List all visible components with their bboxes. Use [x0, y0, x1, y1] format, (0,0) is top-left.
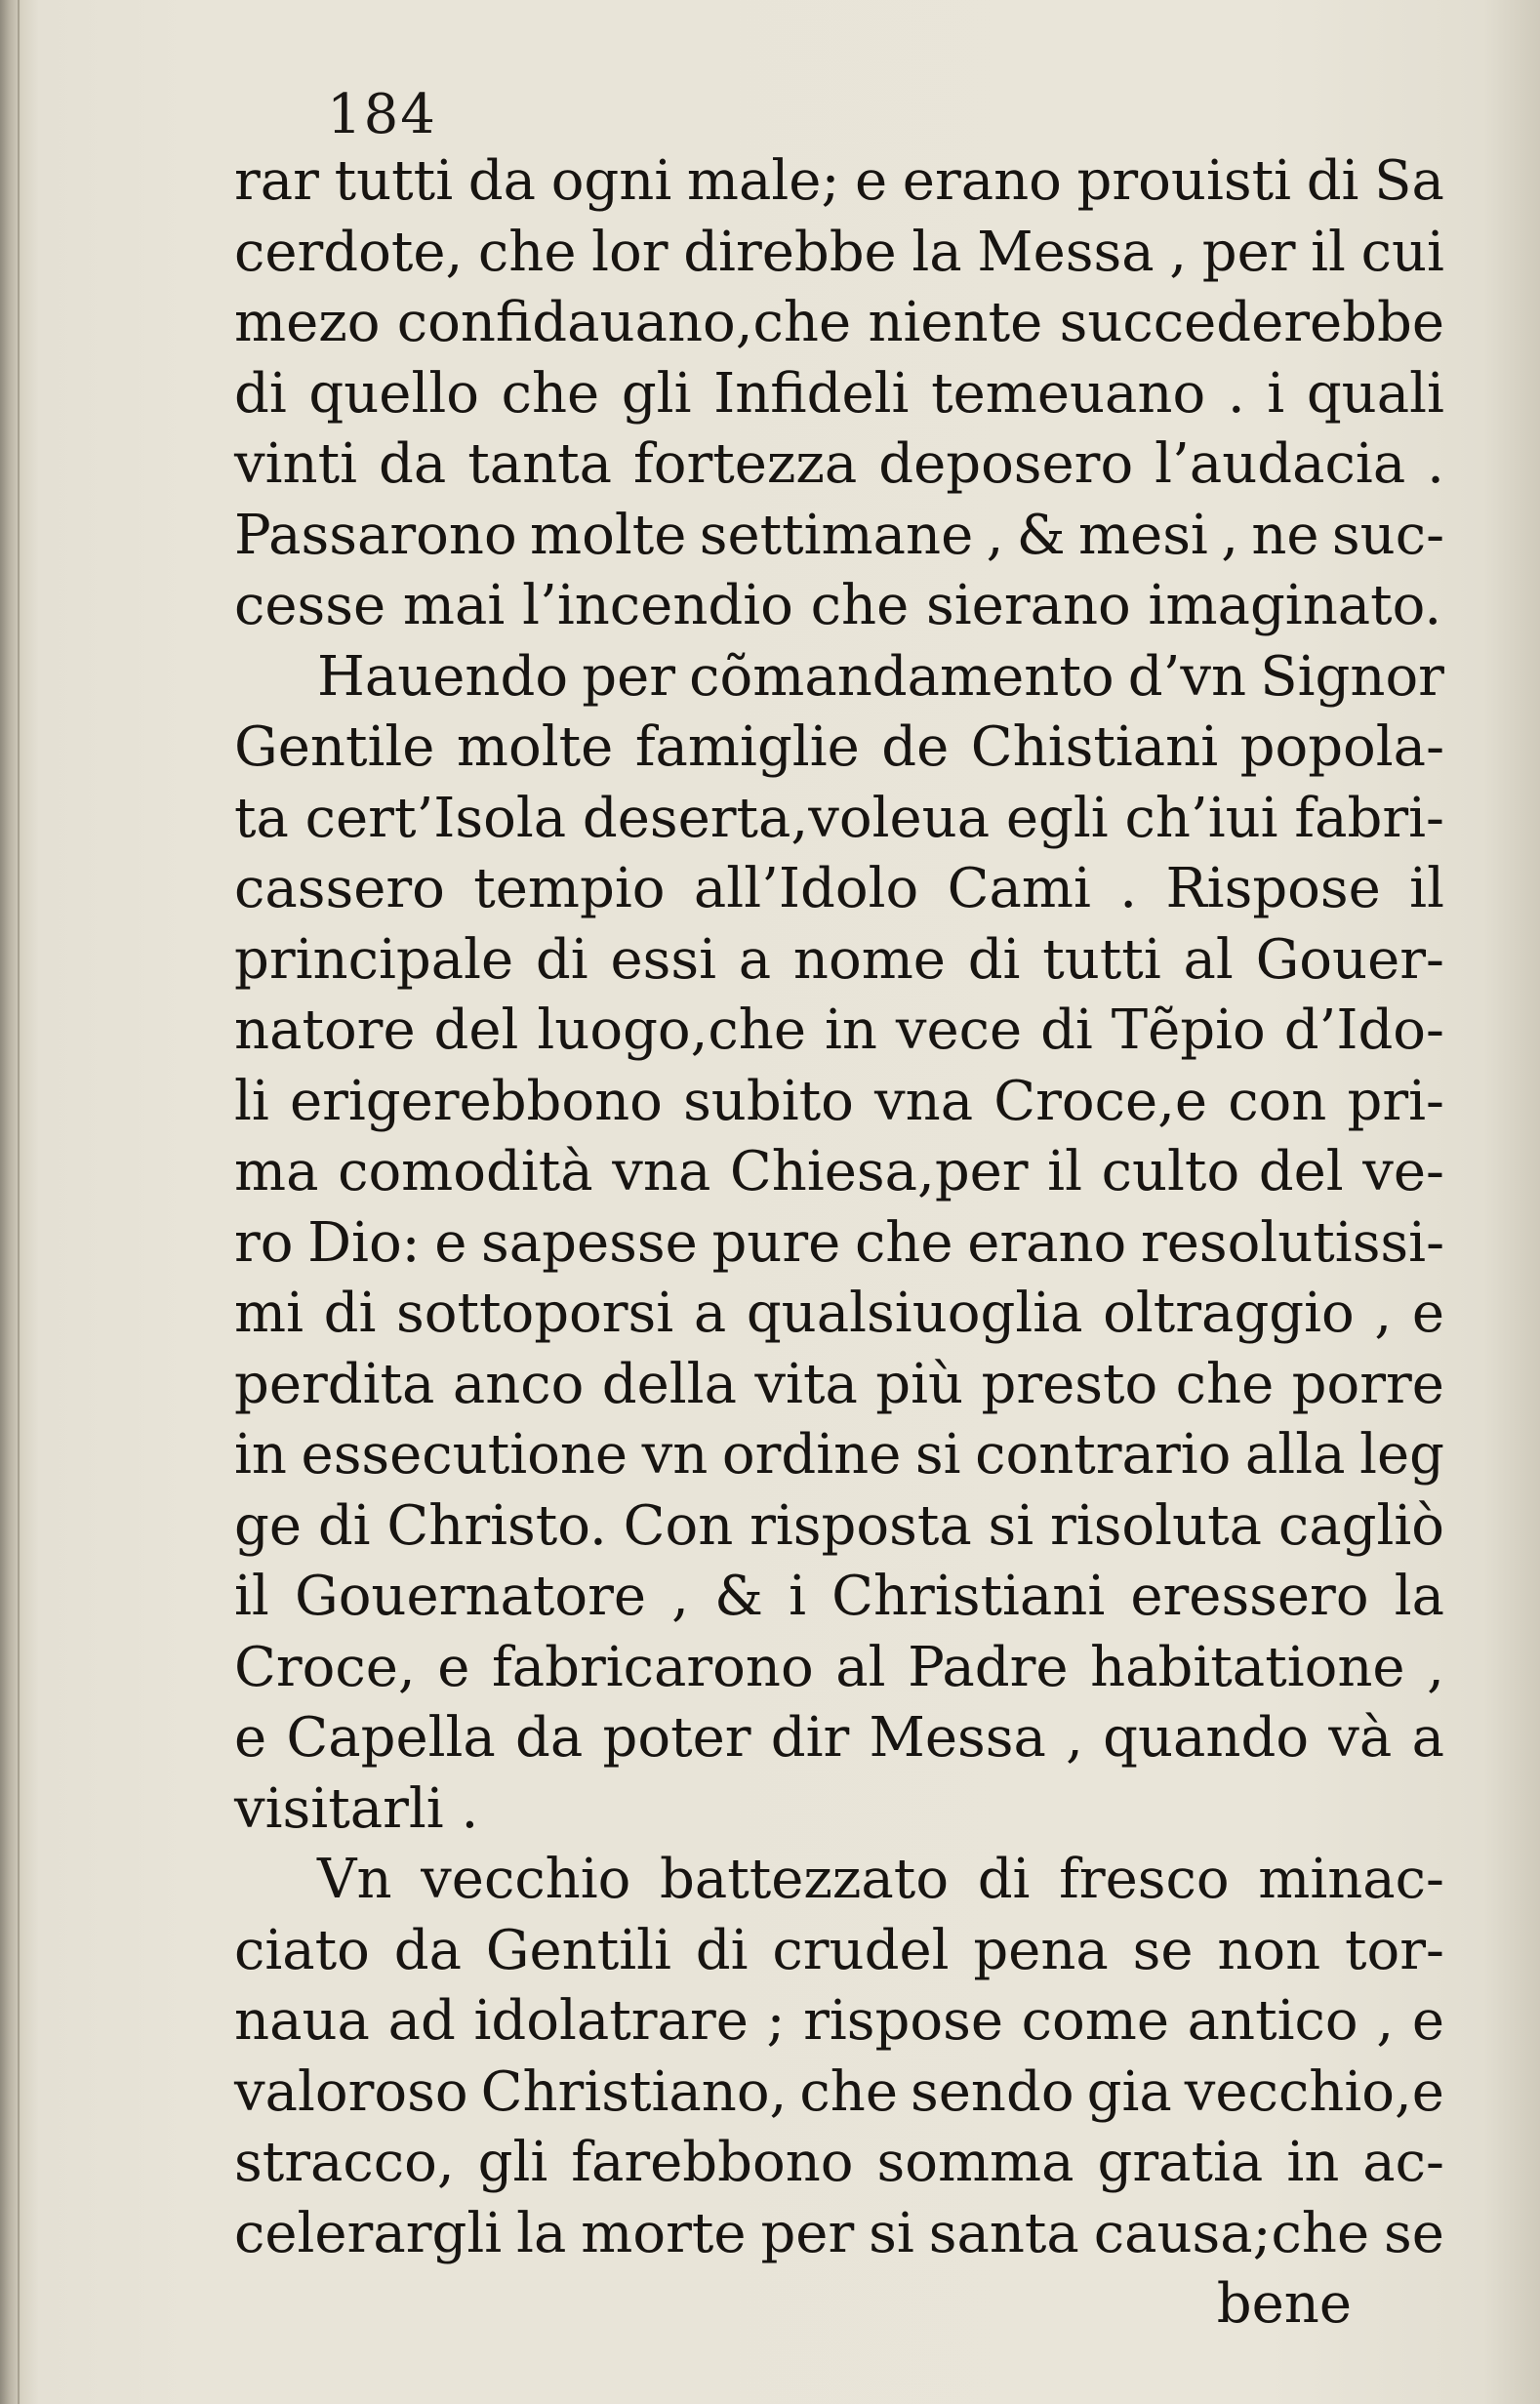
word: gli [621, 361, 692, 426]
word: ordine [721, 1423, 902, 1487]
word: da [379, 432, 447, 496]
text-line [234, 1562, 1444, 1633]
word: temeuano [931, 361, 1206, 426]
word: celerargli [234, 2201, 503, 2265]
word: vna [874, 1069, 974, 1133]
word: erano [967, 1210, 1127, 1275]
word: confidauano,che [396, 291, 852, 354]
word: somma [876, 2131, 1074, 2194]
text-line [234, 1703, 1444, 1774]
word: il [234, 1565, 269, 1628]
word: mi [234, 1282, 304, 1345]
word: fresco [1059, 1848, 1230, 1911]
word: minac- [1258, 1848, 1444, 1911]
word: la [912, 220, 962, 284]
word: leg [1359, 1423, 1444, 1487]
word: vinti [234, 432, 358, 496]
word: Hauendo [317, 644, 569, 709]
word: subito [683, 1069, 854, 1133]
word: Cami [947, 857, 1091, 920]
word: & [1016, 503, 1066, 567]
text-line [234, 2128, 1444, 2199]
word: presto [981, 1352, 1158, 1416]
word: mezo [234, 291, 381, 354]
word: male; [686, 149, 840, 213]
word: tempio [473, 857, 666, 920]
word: battezzato [660, 1848, 950, 1911]
word: di [977, 1848, 1031, 1911]
word: contrario [975, 1423, 1232, 1487]
word: tor- [1345, 1918, 1444, 1982]
word: tutti [334, 149, 454, 213]
text-line [234, 1350, 1444, 1421]
word: antico [1187, 1989, 1358, 2053]
word: della [601, 1352, 737, 1416]
word: di [323, 1282, 377, 1345]
word: egli [1005, 786, 1109, 850]
word: e [437, 1635, 470, 1699]
word: si [869, 2201, 914, 2265]
word: Gentile [234, 715, 435, 779]
word: Chiesa,per [729, 1140, 1029, 1203]
word: Vn [317, 1848, 392, 1911]
word: in [234, 1423, 287, 1487]
word: principale [234, 927, 514, 992]
word: ge [234, 1493, 302, 1558]
word: pena [973, 1918, 1109, 1982]
text-line: visitarli . [234, 1776, 479, 1841]
word: ciato [234, 1918, 370, 1982]
word: d’vn [1127, 644, 1247, 709]
word: erano [902, 149, 1062, 213]
word: si [988, 1493, 1034, 1558]
word: di [1040, 998, 1093, 1062]
word: cerdote, [234, 220, 464, 284]
word: rispose [803, 1989, 1003, 2053]
word: sottoporsi [396, 1282, 674, 1345]
text-line [234, 713, 1444, 784]
word: famiglie [634, 715, 860, 779]
word: comodità [338, 1140, 593, 1203]
word: si [914, 1423, 961, 1487]
word: se [1132, 1918, 1194, 1982]
word: gia [1086, 2059, 1172, 2124]
word: ch’iui [1124, 786, 1278, 850]
word: ta [234, 786, 289, 850]
word: di [234, 361, 287, 426]
word: pure [711, 1210, 841, 1275]
word: fabricarono [492, 1635, 814, 1699]
word: Sa [1374, 149, 1444, 213]
word: crudel [772, 1918, 950, 1982]
word: cagliò [1277, 1493, 1444, 1558]
word: più [875, 1352, 964, 1416]
word: Tẽpio [1111, 998, 1266, 1062]
word: che [1175, 1352, 1275, 1416]
text-line [234, 1279, 1444, 1350]
word: quando [1103, 1706, 1310, 1770]
word: cui [1360, 220, 1444, 284]
text-line [234, 1633, 1444, 1704]
word: Christiano, [480, 2059, 788, 2124]
text-line [234, 1916, 1444, 1987]
word: cassero [234, 857, 445, 920]
word: quali [1306, 361, 1444, 426]
word: in [824, 998, 877, 1062]
word: suc- [1331, 503, 1444, 567]
word: da [515, 1706, 584, 1770]
word: i [1267, 361, 1285, 426]
word: resolutissi- [1140, 1210, 1444, 1275]
word: a [693, 1282, 727, 1345]
word: i [789, 1565, 806, 1628]
word: poter [602, 1706, 751, 1770]
word: , [671, 1565, 689, 1628]
word: qualsiuoglia [746, 1282, 1083, 1345]
word: santa [928, 2201, 1079, 2265]
word: il [1047, 1140, 1082, 1203]
word: erigerebbono [289, 1069, 663, 1133]
word: per [582, 644, 675, 709]
word: ogni [550, 149, 672, 213]
word: Gentili [485, 1918, 671, 1982]
word: a [1411, 1706, 1444, 1770]
page-gutter [18, 0, 20, 2404]
word: perdita [234, 1352, 435, 1416]
word: prouisti [1076, 149, 1292, 213]
word: vece [895, 998, 1023, 1062]
text-line [234, 429, 1444, 501]
word: il [1409, 857, 1444, 920]
paragraph-start-line [234, 642, 1444, 713]
word: cert’Isola [304, 786, 567, 850]
text-line [234, 146, 1444, 218]
word: natore [234, 998, 416, 1062]
word: direbbe [683, 220, 897, 284]
word: e [234, 1706, 267, 1770]
word: vecchio [421, 1848, 631, 1911]
body-text [234, 146, 1444, 2341]
word: , [1427, 1635, 1444, 1699]
text-line [234, 288, 1444, 359]
word: ro [234, 1210, 294, 1275]
word: deserta,voleua [582, 786, 991, 850]
word: tutti [1042, 927, 1161, 992]
word: all’Idolo [693, 857, 919, 920]
word: , [1169, 220, 1188, 284]
text-line [234, 2058, 1444, 2129]
word: che [799, 2059, 898, 2124]
word: a [738, 927, 772, 992]
word: che [477, 220, 577, 284]
text-line [234, 359, 1444, 430]
word: ma [234, 1140, 319, 1203]
word: con [1228, 1069, 1327, 1133]
page-number: 184 [327, 83, 437, 146]
word: in [1286, 2131, 1340, 2194]
word: del [1258, 1140, 1344, 1203]
word: essi [610, 927, 716, 992]
word: quello [308, 361, 479, 426]
word: valoroso [234, 2059, 468, 2124]
word: fortezza [633, 432, 858, 496]
word: Chistiani [970, 715, 1219, 779]
text-line [234, 1491, 1444, 1563]
word: vecchio,e [1184, 2059, 1444, 2124]
word: succederebbe [1059, 291, 1444, 354]
word: deposero [878, 432, 1134, 496]
word: Con [623, 1493, 734, 1558]
word: da [393, 1918, 462, 1982]
word: e [1411, 1989, 1444, 2053]
word: e [1411, 1282, 1444, 1345]
word: di [695, 1918, 749, 1982]
word: cõmandamento [689, 644, 1114, 709]
word: stracco, [234, 2131, 455, 2194]
word: dir [770, 1706, 850, 1770]
word: , [1376, 1989, 1395, 2053]
word: vna [612, 1140, 711, 1203]
word: sapesse [481, 1210, 698, 1275]
paragraph-start-line [234, 1845, 1444, 1916]
word: d’Ido- [1283, 998, 1444, 1062]
word: Christo. [386, 1493, 607, 1558]
word: idolatrare [473, 1989, 749, 2053]
word: Signor [1260, 644, 1444, 709]
word: Messa [977, 220, 1155, 284]
text-line [234, 925, 1444, 997]
word: Gouernatore [294, 1565, 646, 1628]
word: causa;che [1093, 2201, 1370, 2265]
word: habitatione [1090, 1635, 1405, 1699]
word: e [854, 149, 888, 213]
word: lor [591, 220, 669, 284]
text-line [234, 1986, 1444, 2058]
word: Croce, [234, 1635, 416, 1699]
word: Christiani [831, 1565, 1106, 1628]
text-line [234, 218, 1444, 289]
word: che [501, 361, 600, 426]
word: oltraggio [1103, 1282, 1355, 1345]
word: sendo [911, 2059, 1074, 2124]
word: niente [868, 291, 1043, 354]
text-line [234, 501, 1444, 572]
word: la [1394, 1565, 1444, 1628]
word: Dio: [307, 1210, 421, 1275]
word: fabri- [1294, 786, 1444, 850]
word: da [467, 149, 537, 213]
word: ac- [1362, 2131, 1444, 2194]
word: popola- [1239, 715, 1444, 779]
word: porre [1291, 1352, 1444, 1416]
word: , [1374, 1282, 1393, 1345]
word: ; [766, 1989, 786, 2053]
word: . [1119, 857, 1138, 920]
word: vn [641, 1423, 709, 1487]
word: nome [792, 927, 946, 992]
word: di [1306, 149, 1359, 213]
word: Passarono [234, 503, 517, 567]
word: farebbono [571, 2131, 854, 2194]
word: come [1021, 1989, 1169, 2053]
word: Gouer- [1255, 927, 1444, 992]
text-line [234, 1137, 1444, 1208]
word: eressero [1130, 1565, 1369, 1628]
word: & [714, 1565, 763, 1628]
word: di [967, 927, 1021, 992]
word: al [1183, 927, 1234, 992]
text-line: cesse mai l’incendio che sierano imaginato. [234, 574, 1442, 637]
word: il [1311, 220, 1346, 284]
catchword: bene [1216, 2272, 1352, 2336]
word: Infideli [713, 361, 910, 426]
word: vita [754, 1352, 858, 1416]
word: ad [387, 1989, 456, 2053]
word: alla [1244, 1423, 1346, 1487]
word: Capella [286, 1706, 496, 1770]
word: la [516, 2201, 567, 2265]
word: per [1201, 220, 1296, 284]
text-line [234, 1420, 1444, 1491]
word: gratia [1097, 2131, 1264, 2194]
word: mesi [1077, 503, 1208, 567]
word: che [854, 1210, 953, 1275]
word: di [317, 1493, 371, 1558]
word: l’audacia [1155, 432, 1406, 496]
text-line [234, 784, 1444, 855]
word: se [1384, 2201, 1444, 2265]
word: per [760, 2201, 855, 2265]
text-line [234, 854, 1444, 925]
word: , [1066, 1706, 1083, 1770]
word: naua [234, 1989, 370, 2053]
word: risposta [750, 1493, 972, 1558]
word: settimane [699, 503, 974, 567]
word: risoluta [1050, 1493, 1263, 1558]
word: ne [1251, 503, 1319, 567]
word: pri- [1347, 1069, 1444, 1133]
word: . [1427, 432, 1444, 496]
word: gli [477, 2131, 548, 2194]
word: anco [452, 1352, 585, 1416]
word: Croce,e [993, 1069, 1208, 1133]
word: e [434, 1210, 467, 1275]
word: essecutione [301, 1423, 628, 1487]
text-line [234, 2199, 1444, 2270]
word: rar [234, 149, 319, 213]
word: tanta [467, 432, 613, 496]
word: del [433, 998, 519, 1062]
word: molte [456, 715, 614, 779]
word: Padre [908, 1635, 1069, 1699]
word: và [1328, 1706, 1393, 1770]
word: molte [530, 503, 687, 567]
word: culto [1101, 1140, 1240, 1203]
word: ve- [1362, 1140, 1444, 1203]
word: non [1217, 1918, 1321, 1982]
word: di [535, 927, 588, 992]
word: , [1221, 503, 1238, 567]
word: luogo,che [537, 998, 806, 1062]
word: de [881, 715, 950, 779]
word: li [234, 1069, 269, 1133]
word: Messa [869, 1706, 1046, 1770]
text-line [234, 996, 1444, 1067]
text-line [234, 1067, 1444, 1138]
word: . [1227, 361, 1245, 426]
word: morte [581, 2201, 747, 2265]
word: Rispose [1165, 857, 1381, 920]
word: al [835, 1635, 886, 1699]
word: , [986, 503, 1004, 567]
text-line [234, 1208, 1444, 1280]
